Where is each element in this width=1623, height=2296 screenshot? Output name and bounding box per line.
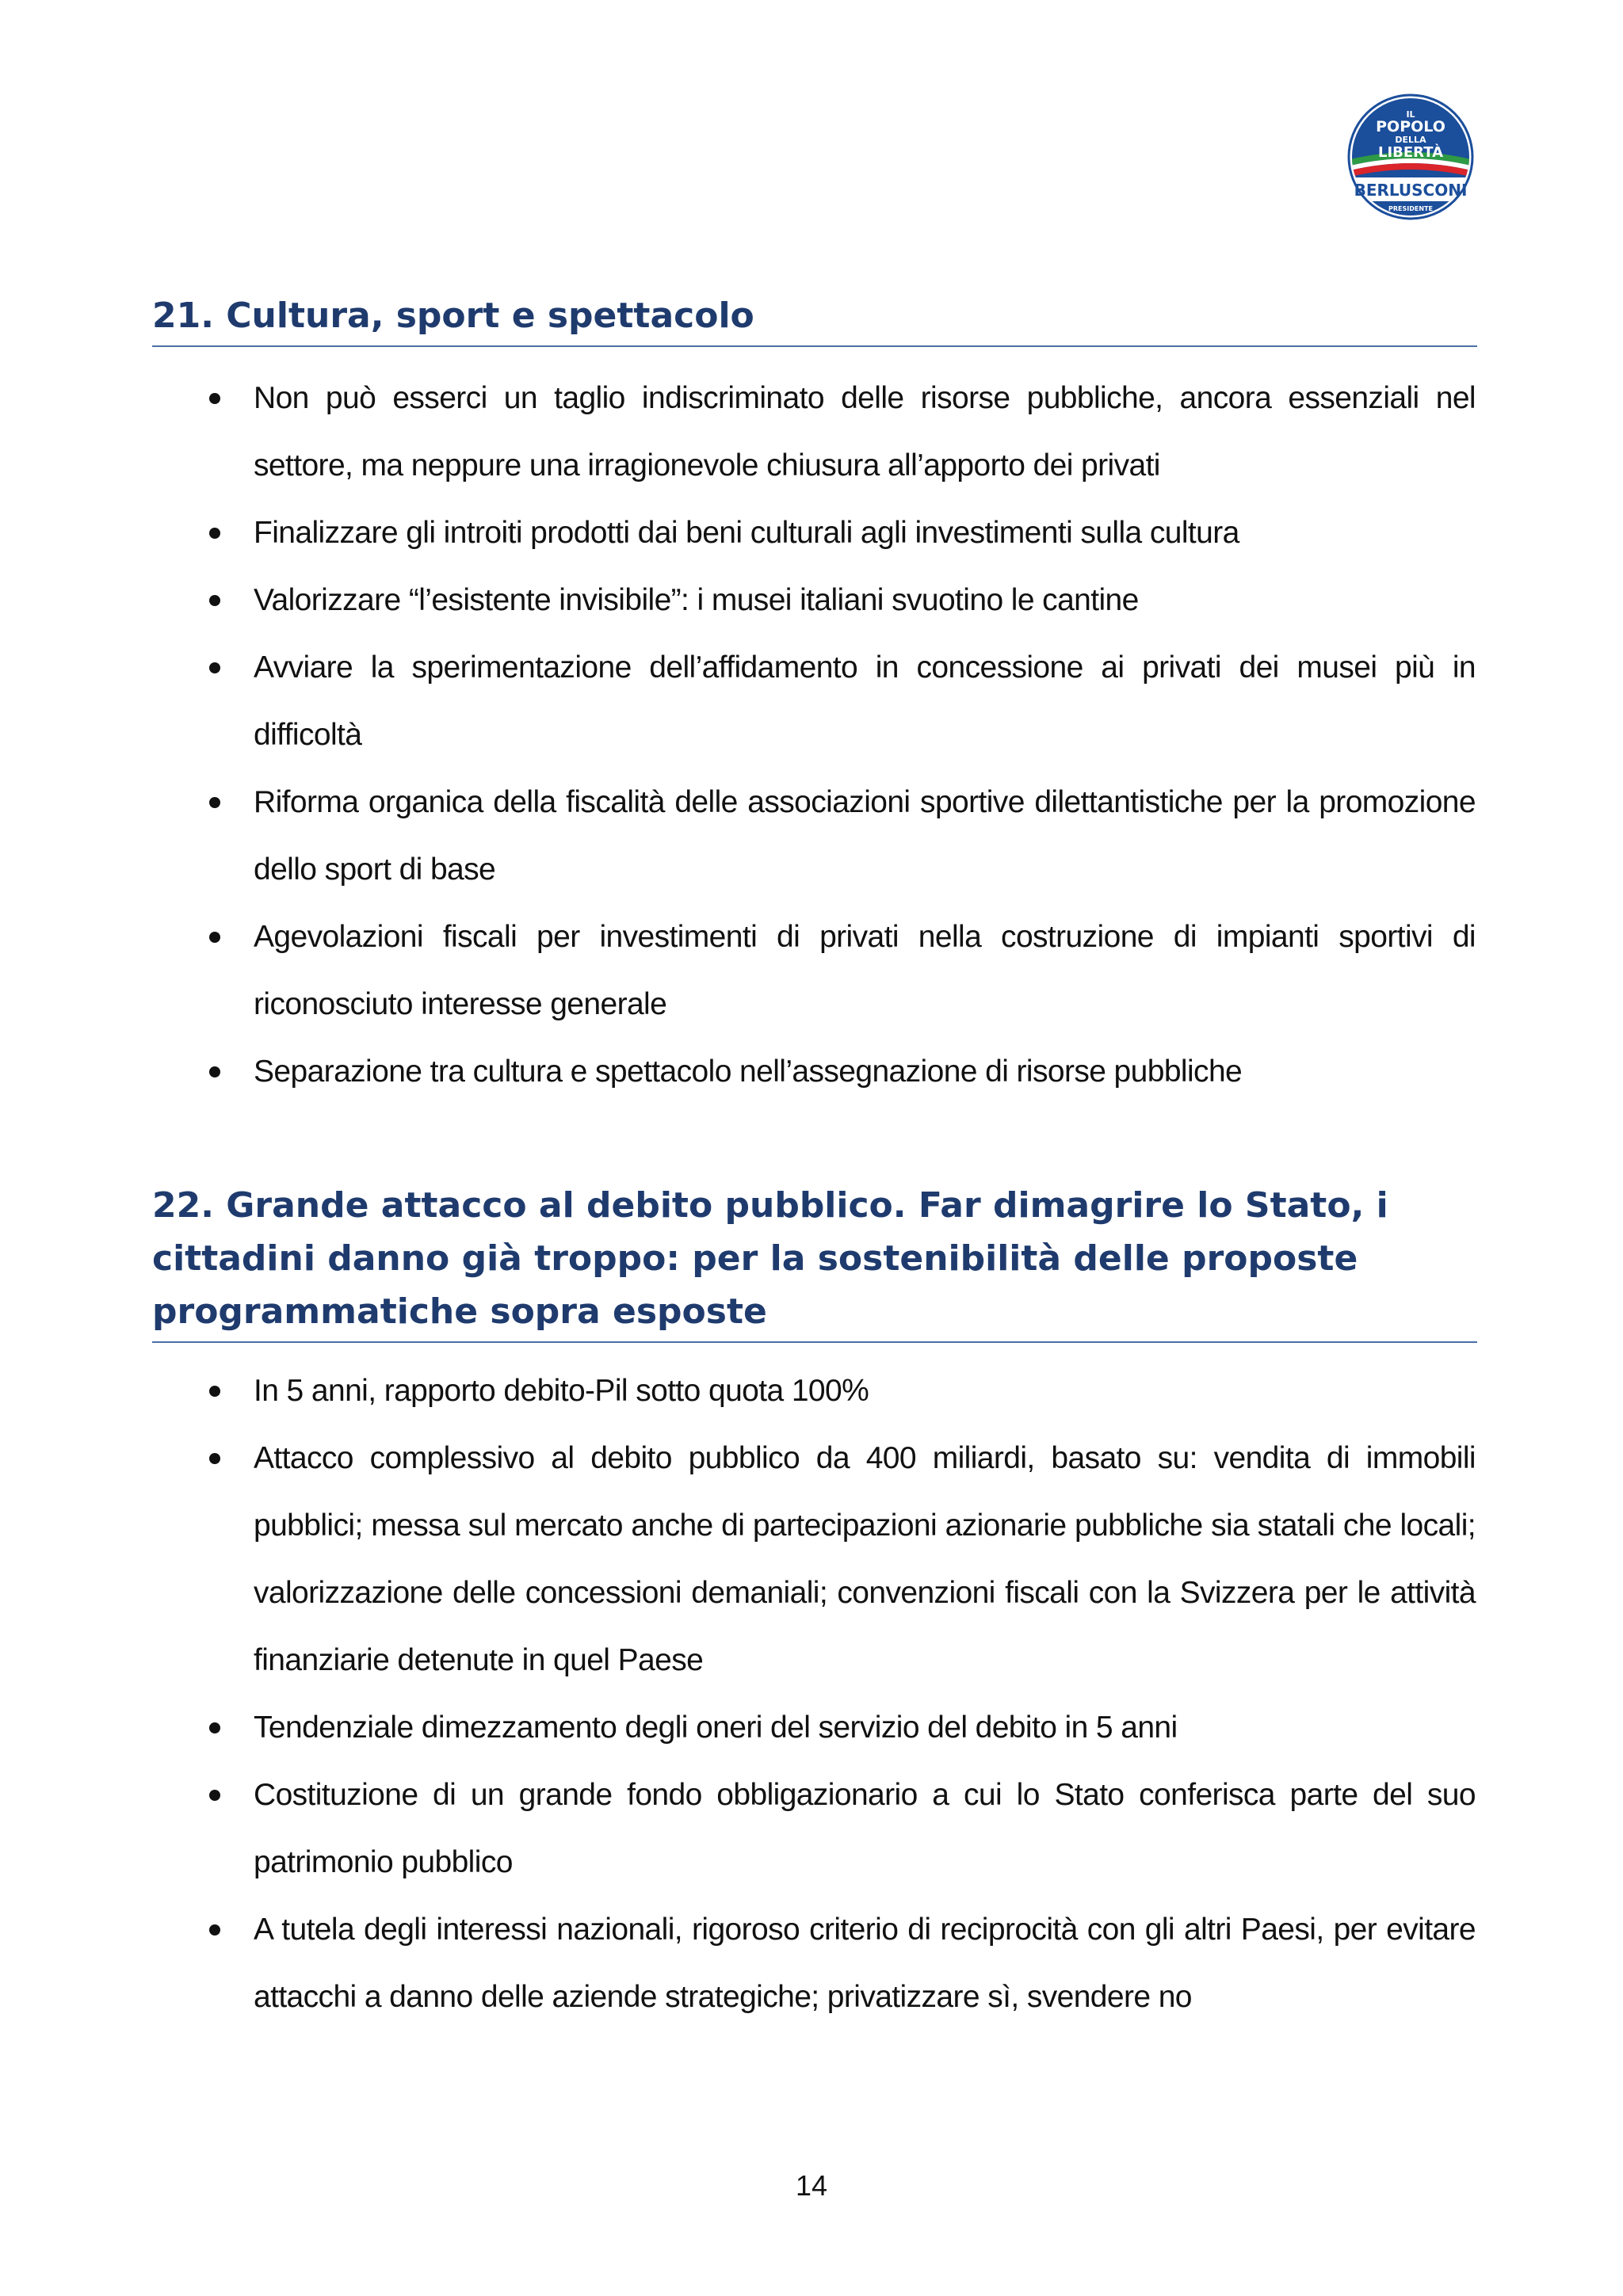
section-21 <box>152 289 1477 1105</box>
logo-footer-text: PRESIDENTE <box>1388 205 1433 212</box>
list-item-text: Attacco complessivo al debito pubblico da 400 miliardi, basato su: vendita di immobili pubblici; messa sul mercato anche di partecipazioni azionarie pubbliche sia statali che locali; valorizzazione delle concessioni demaniali; convenzioni fiscali con la Svizzera per le attività finanziarie detenute in quel Paese <box>254 1441 1476 1677</box>
logo-text-popolo: POPOLO <box>1376 118 1445 135</box>
list-item <box>152 566 1477 634</box>
section-heading: 21. Cultura, sport e spettacolo <box>152 289 1477 347</box>
list-item <box>152 1357 1477 1425</box>
list-item <box>152 364 1477 499</box>
bullet-list <box>152 1357 1477 2031</box>
list-item <box>152 903 1477 1038</box>
bullet-icon <box>209 1066 220 1077</box>
list-item-text: Avviare la sperimentazione dell’affidamento in concessione ai privati dei musei più in difficoltà <box>254 650 1476 752</box>
list-item-text: Costituzione di un grande fondo obbligazionario a cui lo Stato conferisca parte del suo patrimonio pubblico <box>254 1778 1476 1879</box>
list-item <box>152 1425 1477 1694</box>
list-item-text: A tutela degli interessi nazionali, rigoroso criterio di reciprocità con gli altri Paesi, per evitare attacchi a danno delle aziende strategiche; privatizzare sì, svendere no <box>254 1913 1476 2014</box>
logo-text-liberta: LIBERTÀ <box>1377 144 1444 161</box>
list-item <box>152 1896 1477 2031</box>
list-item-text: Finalizzare gli introiti prodotti dai beni culturali agli investimenti sulla cultura <box>254 516 1239 550</box>
party-logo <box>1347 93 1474 220</box>
bullet-icon <box>209 1790 220 1801</box>
bullet-icon <box>209 595 220 606</box>
list-item <box>152 634 1477 769</box>
bullet-icon <box>209 1453 220 1464</box>
bullet-icon <box>209 797 220 808</box>
list-item <box>152 499 1477 566</box>
list-item <box>152 769 1477 903</box>
bullet-icon <box>209 932 220 943</box>
list-item-text: Non può esserci un taglio indiscriminato delle risorse pubbliche, ancora essenziali nel settore, ma neppure una irragionevole chiusura all’apporto dei privati <box>254 381 1476 482</box>
list-item <box>152 1761 1477 1896</box>
logo-band-text: BERLUSCONI <box>1354 181 1468 200</box>
list-item-text: Tendenziale dimezzamento degli oneri del servizio del debito in 5 anni <box>254 1711 1178 1745</box>
bullet-icon <box>209 662 220 673</box>
list-item-text: Valorizzare “l’esistente invisibile”: i musei italiani svuotino le cantine <box>254 583 1139 617</box>
bullet-icon <box>209 1722 220 1733</box>
section-22 <box>152 1179 1477 2031</box>
list-item <box>152 1038 1477 1105</box>
logo-text-della: DELLA <box>1395 135 1426 145</box>
list-item-text: Separazione tra cultura e spettacolo nell’assegnazione di risorse pubbliche <box>254 1055 1243 1089</box>
bullet-icon <box>209 1924 220 1936</box>
list-item <box>152 1694 1477 1761</box>
logo-text-il: IL <box>1406 109 1415 120</box>
bullet-list <box>152 364 1477 1105</box>
bullet-icon <box>209 528 220 539</box>
list-item-text: Agevolazioni fiscali per investimenti di privati nella costruzione di impianti sportivi di riconosciuto interesse generale <box>254 920 1476 1021</box>
list-item-text: In 5 anni, rapporto debito-Pil sotto quota 100% <box>254 1374 869 1408</box>
list-item-text: Riforma organica della fiscalità delle associazioni sportive dilettantistiche per la promozione dello sport di base <box>254 785 1476 887</box>
page-number: 14 <box>795 2169 828 2202</box>
bullet-icon <box>209 1386 220 1397</box>
bullet-icon <box>209 393 220 404</box>
section-heading: 22. Grande attacco al debito pubblico. Far dimagrire lo Stato, i cittadini danno già troppo: per la sostenibilità delle proposte programmatiche sopra esposte <box>152 1179 1477 1343</box>
